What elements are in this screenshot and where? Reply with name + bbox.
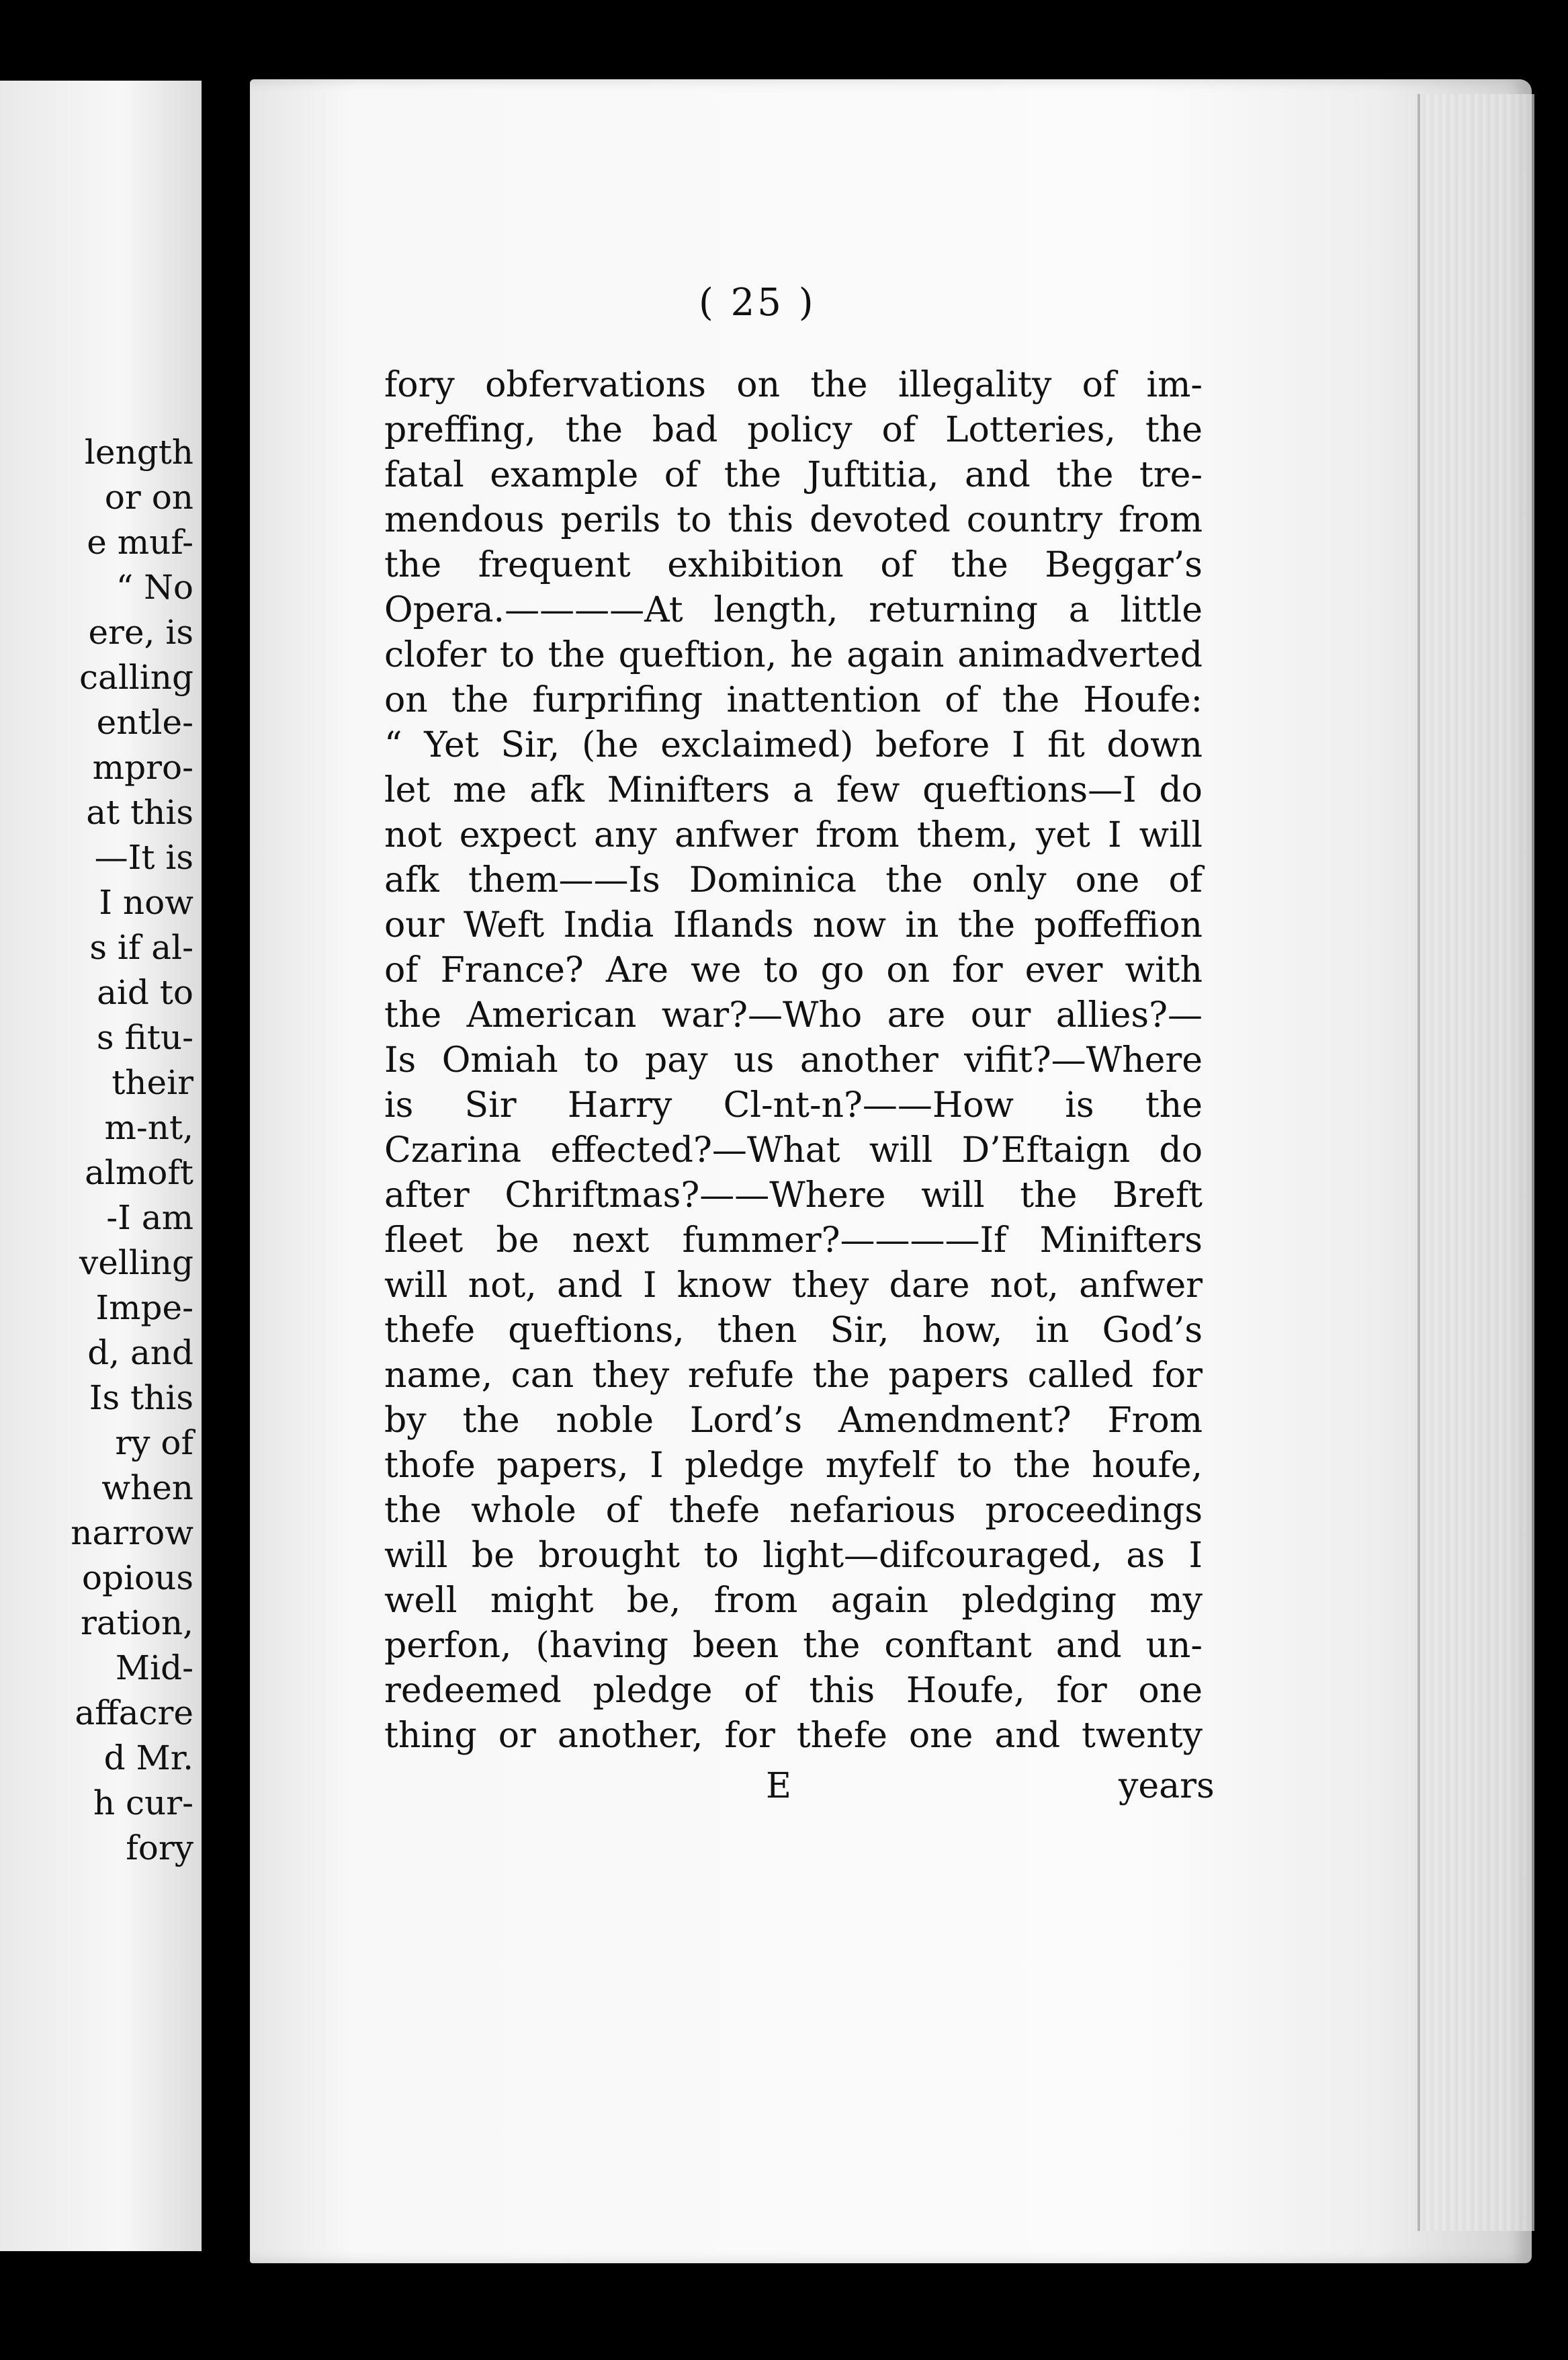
text-line: thefe queftions, then Sir, how, in God’s [384,1310,1203,1351]
text-line: clofer to the queftion, he again animadverted [384,635,1203,675]
left-page-line: their [112,1063,193,1102]
text-line: mendous perils to this devoted country from [384,500,1203,540]
left-page-line: ere, is [88,613,193,652]
left-page-line: when [101,1468,193,1507]
left-page-line: —It is [94,838,193,877]
left-page-line: e muf- [87,523,193,562]
left-page-line: -I am [106,1198,193,1237]
left-page-line: d, and [87,1333,193,1372]
left-page-line: almoft [85,1153,193,1192]
text-line: “ Yet Sir, (he exclaimed) before I fit down [384,725,1203,765]
text-line: Is Omiah to pay us another vifit?—Where [384,1040,1203,1081]
left-page-line: “ No [116,568,193,607]
left-page-line: at this [86,793,193,832]
text-line: redeemed pledge of this Houfe, for one [384,1671,1203,1711]
body-text [384,363,1203,1759]
left-page-line: opious [81,1558,193,1597]
left-page-line: aid to [97,973,193,1012]
catchword: years [1119,1766,1215,1806]
left-page-line: Mid- [115,1648,193,1687]
left-page-line: ration, [81,1603,193,1642]
left-page-line: or on [104,478,193,517]
text-line: thing or another, for thefe one and twenty [384,1716,1203,1756]
left-page-line: Impe- [95,1288,193,1327]
text-line: by the noble Lord’s Amendment? From [384,1400,1203,1441]
text-line: after Chriftmas?——Where will the Breft [384,1175,1203,1216]
page-number: ( 25 ) [699,281,816,325]
left-page-line: velling [79,1243,193,1282]
text-line: afk them——Is Dominica the only one of [384,860,1203,900]
text-line: perfon, (having been the conftant and un- [384,1626,1203,1666]
text-line: Opera.————At length, returning a little [384,590,1203,630]
left-page-line: h cur- [93,1783,193,1822]
left-page-line: s fitu- [96,1018,193,1057]
left-page-line: narrow [71,1513,193,1552]
left-page-line: length [84,433,193,472]
left-page-line: s if al- [89,928,193,967]
text-line: preffing, the bad policy of Lotteries, the [384,410,1203,450]
text-line: fatal example of the Juftitia, and the tre- [384,455,1203,495]
signature-mark: E [766,1766,791,1806]
text-line: will not, and I know they dare not, anfwer [384,1265,1203,1306]
text-line: the frequent exhibition of the Beggar’s [384,545,1203,585]
text-line: name, can they refufe the papers called for [384,1355,1203,1396]
left-page-line: calling [79,658,193,697]
text-line: on the furprifing inattention of the Houfe: [384,680,1203,720]
left-page-line: d Mr. [103,1738,193,1777]
text-line: of France? Are we to go on for ever with [384,950,1203,991]
left-page-line: entle- [96,703,193,742]
left-page-line: fory [126,1828,193,1867]
text-line: Czarina effected?—What will D’Eftaign do [384,1130,1203,1171]
page-edge-stack [1418,94,1534,2231]
text-line: fleet be next fummer?————If Minifters [384,1220,1203,1261]
text-line: well might be, from again pledging my [384,1581,1203,1621]
text-line: the whole of thefe nefarious proceedings [384,1490,1203,1531]
left-page-line: I now [99,883,193,922]
left-page-line: ry of [115,1423,193,1462]
text-line: thofe papers, I pledge myfelf to the houfe, [384,1445,1203,1486]
text-line: fory obfervations on the illegality of im- [384,365,1203,405]
left-page-line: Is this [89,1378,193,1417]
left-page-fragment [0,81,202,2251]
left-page-line: m-nt, [104,1108,193,1147]
text-line: the American war?—Who are our allies?— [384,995,1203,1036]
text-line: let me afk Minifters a few queftions—I do [384,770,1203,810]
text-line: not expect any anfwer from them, yet I will [384,815,1203,855]
text-line: our Weft India Iflands now in the poffeffion [384,905,1203,945]
left-page-line: affacre [75,1693,193,1732]
left-page-line: mpro- [92,748,193,787]
text-line: will be brought to light—difcouraged, as I [384,1535,1203,1576]
text-line: is Sir Harry Cl-nt-n?——How is the [384,1085,1203,1126]
